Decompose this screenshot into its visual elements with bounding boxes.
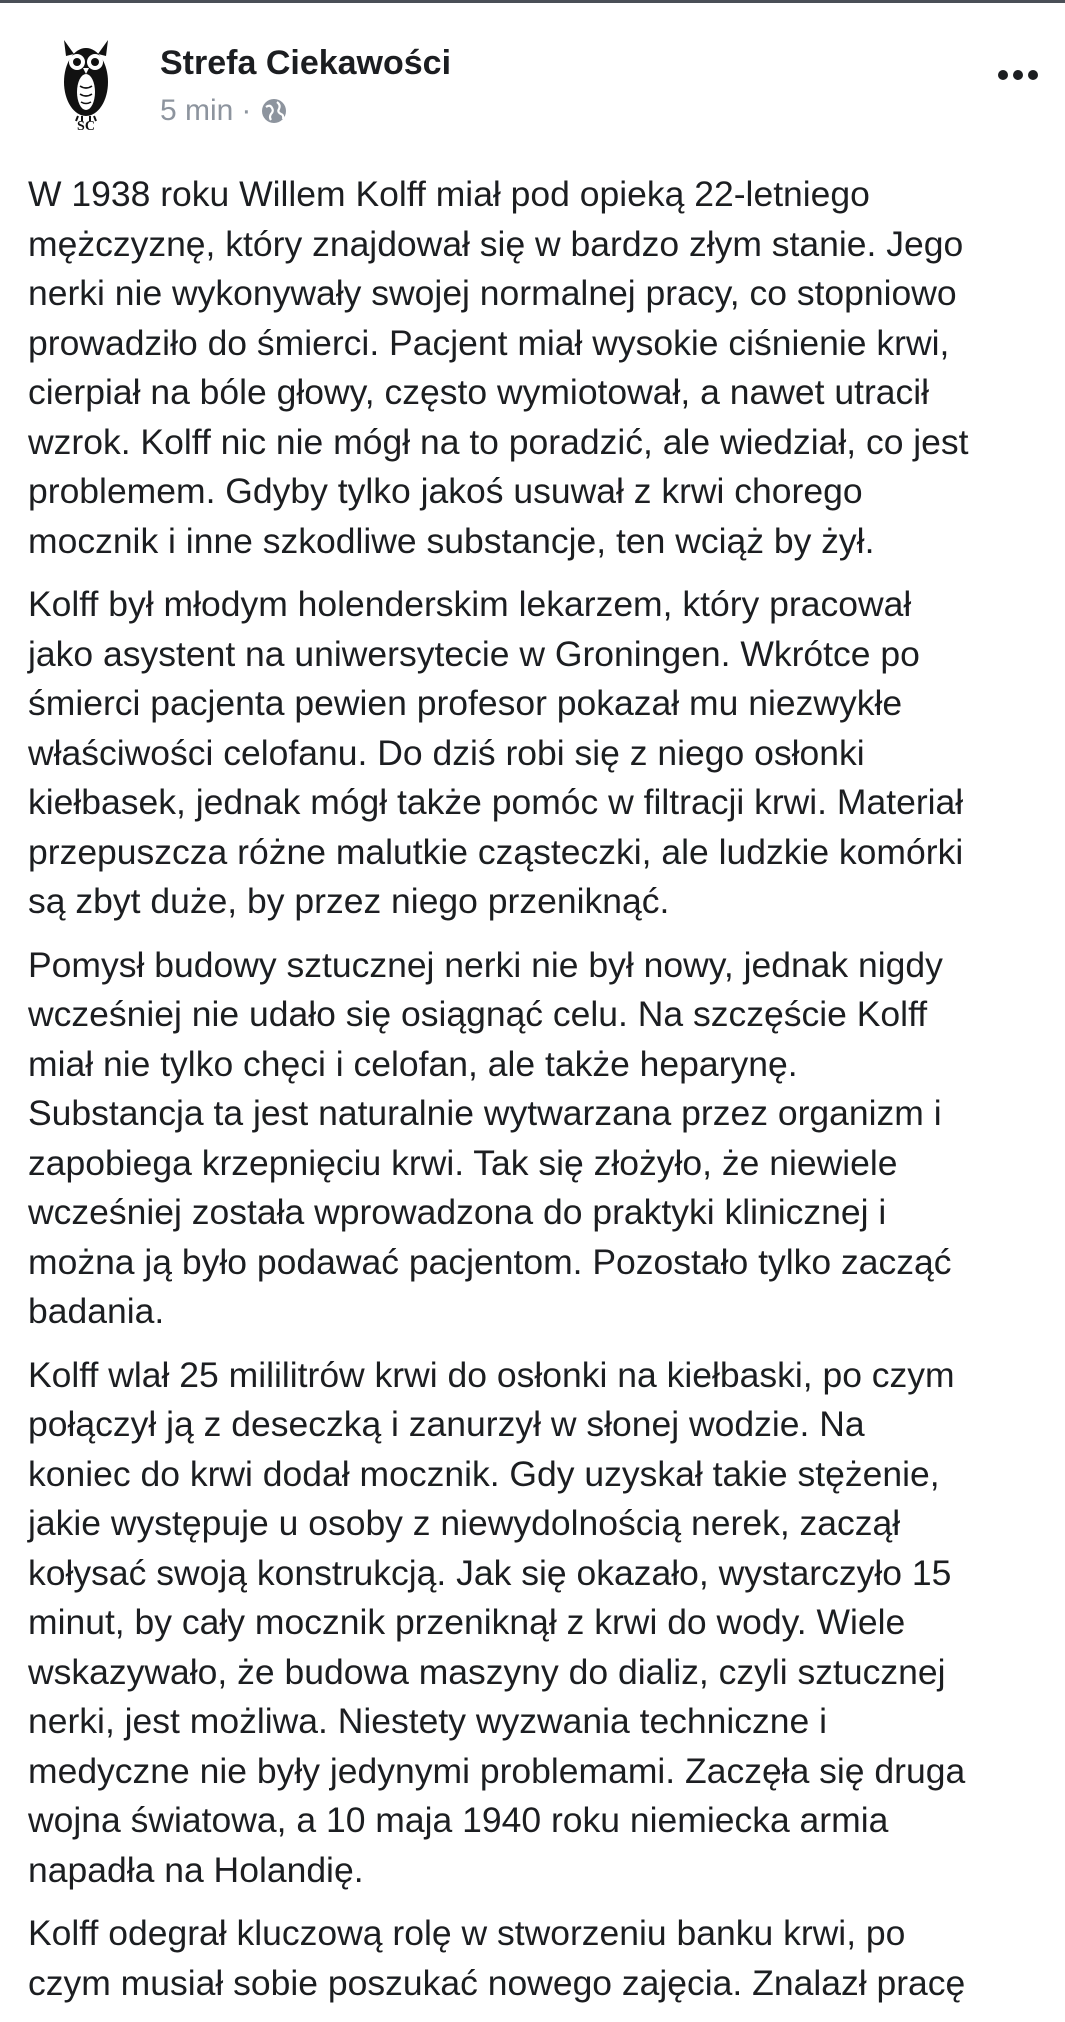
post-timestamp[interactable]: 5 min [160,94,234,127]
post-header [0,0,1065,150]
paragraph-1: W 1938 roku Willem Kolff miał pod opieką 22-letniego mężczyznę, który znajdował się w bardzo złym stanie. Jego nerki nie wykonywały swojej normalnej pracy, co stopniowo prowadziło do śmierci. Pacjent miał wysokie ciśnienie krwi, cierpiał na bóle głowy, często wymiotował, a nawet utracił wzrok. Kolff nic nie mógł na to poradzić, ale wiedział, co jest problemem. Gdyby tylko jakoś usuwał z krwi chorego mocznik i inne szkodliwe substancje, ten wciąż by żył. [28,174,969,561]
paragraph-3: Pomysł budowy sztucznej nerki nie był nowy, jednak nigdy wcześniej nie udało się osiągnąć celu. Na szczęście Kolff miał nie tylko chęci i celofan, ale także heparynę. Substancja ta jest naturalnie wytwarzana przez organizm i zapobiega krzepnięciu krwi. Tak się złożyło, że niewiele wcześniej została wprowadzona do praktyki klinicznej i można ją było podawać pacjentom. Pozostało tylko zacząć badania. [28,944,952,1331]
post-text [28,170,1058,2022]
post-meta [160,94,289,128]
avatar-initials: SC [77,119,95,134]
meta-separator: · [241,94,252,127]
avatar-owl-logo[interactable] [56,34,116,134]
author-name-link[interactable]: Strefa Ciekawości [160,44,452,82]
globe-icon [259,96,289,126]
paragraph-4: Kolff wlał 25 mililitrów krwi do osłonki na kiełbaski, po czym połączył ją z deseczką i zanurzył w słonej wodzie. Na koniec do krwi dodał mocznik. Gdy uzyskał takie stężenie, jakie występuje u osoby z niewydolnością nerek, zaczął kołysać swoją konstrukcją. Jak się okazało, wystarczyło 15 minut, by cały mocznik przeniknął z krwi do wody. Wiele wskazywało, że budowa maszyny do dializ, czyli sztucznej nerki, jest możliwa. Niestety wyzwania techniczne i medyczne nie były jedynymi problemami. Zaczęła się druga wojna światowa, a 10 maja 1940 roku niemiecka armia napadła na Holandię. [28,1354,966,1890]
paragraph-2: Kolff był młodym holenderskim lekarzem, który pracował jako asystent na uniwersytecie w Groningen. Wkrótce po śmierci pacjenta pewien profesor pokazał mu niezwykłe właściwości celofanu. Do dziś robi się z niego osłonki kiełbasek, jednak mógł także pomóc w filtracji krwi. Materiał przepuszcza różne malutkie cząsteczki, ale ludzkie komórki są zbyt duże, by przez niego przeniknąć. [28,584,964,921]
more-options-icon[interactable] [990,60,1050,90]
paragraph-5: Kolff odegrał kluczową rolę w stworzeniu banku krwi, po czym musiał sobie poszukać nowego zajęcia. Znalazł pracę [28,1913,966,2003]
